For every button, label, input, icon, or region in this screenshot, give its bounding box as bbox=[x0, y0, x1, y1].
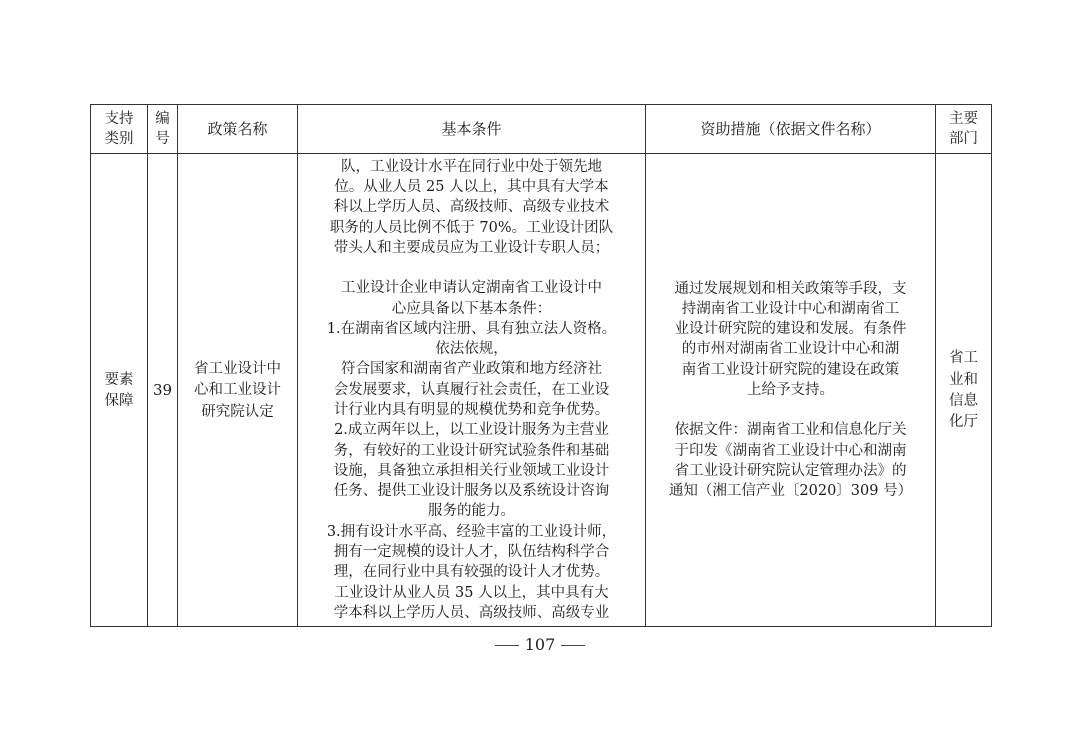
header-number: 编 号 bbox=[148, 105, 178, 154]
page-footer bbox=[0, 635, 1080, 654]
cell-funding bbox=[646, 154, 936, 627]
cell-category: 要素 保障 bbox=[91, 154, 148, 627]
footer-dash-left bbox=[495, 645, 519, 646]
header-conditions: 基本条件 bbox=[298, 105, 646, 154]
header-funding: 资助措施（依据文件名称） bbox=[646, 105, 936, 154]
footer-dash-right bbox=[561, 645, 585, 646]
funding-measures: 通过发展规划和相关政策等手段，支 持湖南省工业设计中心和湖南省工 业设计研究院的建设和发展。有条件 的市州对湖南省工业设计中心和湖 南省工业设计研究院的建设在政策 上给予支持。 bbox=[674, 280, 907, 398]
page-number: 107 bbox=[524, 635, 556, 654]
conditions-list: 工业设计企业申请认定湖南省工业设计中 心应具备以下基本条件： 1.在湖南省区域内注册、具有独立法人资格。 依法依规， 符合国家和湖南省产业政策和地方经济社 会发展要求，认真履行社会责任，在工业设 计行业内具有明显的规模优势和竞争优势。 2.成立两年以上，以工业设计服务为主营业 务，有较好的工业设计研究试验条件和基础 设施，具备独立承担相关行业领域工业设计 任务、提供工业设计服务以及系统设计咨询 服务的能力。 3.拥有设计水平高、经验丰富的工业设计师， 拥有一定规模的设计人才，队伍结构科学合 理，在同行业中具有较强的设计人才优势。 工业设计从业人员 35 人以上，其中具有大 学本科以上学历人员、高级技师、高级专业 bbox=[326, 280, 617, 621]
cell-number: 39 bbox=[148, 154, 178, 627]
header-policy-name: 政策名称 bbox=[178, 105, 298, 154]
conditions-continuation: 队，工业设计水平在同行业中处于领先地 位。从业人员 25 人以上，其中具有大学本 科以上学历人员、高级技师、高级专业技术 职务的人员比例不低于 70%。工业设计团队 带头人和主要成员应为工业设计专职人员； bbox=[329, 158, 614, 256]
cell-policy-name: 省工业设计中 心和工业设计 研究院认定 bbox=[178, 154, 298, 627]
cell-department: 省工 业和 信息 化厅 bbox=[936, 154, 992, 627]
table-row bbox=[91, 154, 992, 627]
policy-table bbox=[90, 104, 992, 627]
table-header-row bbox=[91, 105, 992, 154]
funding-basis: 依据文件：湖南省工业和信息化厅关 于印发《湖南省工业设计中心和湖南 省工业设计研究院认定管理办法》的 通知（湘工信产业〔2020〕309 号） bbox=[668, 422, 913, 500]
header-category: 支持 类别 bbox=[91, 105, 148, 154]
header-department: 主要 部门 bbox=[936, 105, 992, 154]
cell-conditions bbox=[298, 154, 646, 627]
